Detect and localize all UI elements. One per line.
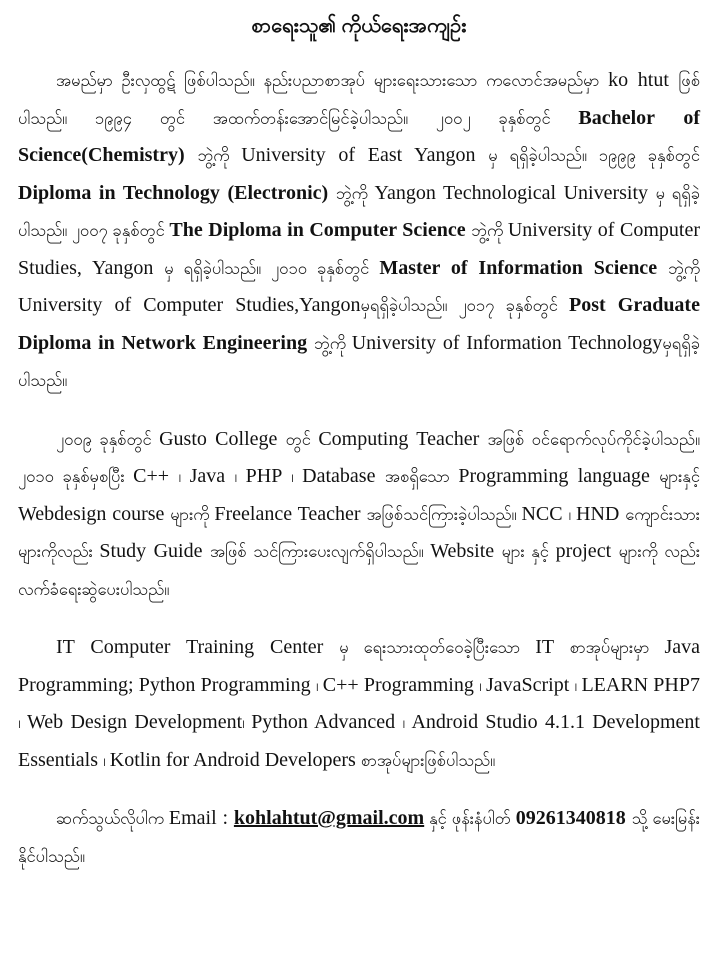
- burmese-text-run: တွင်: [285, 429, 319, 449]
- english-text-run: Email :: [168, 807, 234, 829]
- english-text-run: Java: [189, 465, 235, 487]
- english-text-run: JavaScript: [485, 673, 575, 696]
- burmese-text-run: ၊: [178, 467, 190, 486]
- english-text-run: C++ Programming: [322, 673, 480, 696]
- burmese-text-run: ၊: [18, 713, 28, 732]
- burmese-text-run: စာအုပ်များမှာ: [569, 638, 665, 657]
- burmese-text-run: များကို: [170, 504, 215, 524]
- paragraph-published-books: [18, 629, 700, 779]
- burmese-text-run: ဘွဲ့ကို: [313, 333, 352, 353]
- english-text-run: PHP: [245, 465, 292, 487]
- burmese-text-run: မှ ရေးသားထုတ်ဝေခဲ့ပြီးသော: [339, 638, 536, 657]
- phone-number: 09261340818: [515, 807, 632, 829]
- english-text-run: project: [555, 540, 619, 562]
- burmese-text-run: ၊: [234, 467, 246, 486]
- burmese-text-run: ၊: [479, 675, 486, 695]
- email-link[interactable]: kohlahtut@gmail.com: [233, 807, 425, 829]
- burmese-text-run: ဖြစ်ပါသည်။ ၁၉၉၄ တွင် အထက်တန်းအောင်မြင်ခဲ့ပါသည်။ ၂၀၀၂ ခုနှစ်တွင်: [18, 71, 700, 128]
- burmese-text-run: ၊: [103, 750, 110, 770]
- burmese-text-run: ၊: [574, 675, 582, 695]
- english-text-run: The Diploma in Computer Science: [169, 219, 472, 241]
- burmese-text-run: ၊: [402, 713, 412, 732]
- burmese-text-run: ဘွဲ့ကို: [335, 183, 375, 203]
- english-text-run: NCC: [521, 502, 569, 525]
- english-text-run: IT Computer Training Center: [56, 636, 340, 658]
- burmese-text-run: မှ ရရှိခဲ့ပါသည်။ ၁၉၉၉ ခုနှစ်တွင်: [488, 146, 700, 165]
- english-text-run: LEARN PHP7: [581, 673, 700, 696]
- burmese-text-run: ၊: [291, 467, 303, 486]
- english-text-run: C++: [133, 465, 179, 487]
- english-text-run: Programming language: [458, 465, 660, 487]
- english-text-run: Master of Information Science: [379, 256, 668, 279]
- english-text-run: Java Programming; Python Programming: [18, 636, 701, 696]
- paragraph-teaching-career: [18, 421, 700, 609]
- english-text-run: Gusto College: [159, 427, 286, 450]
- burmese-text-run: မှရရှိခဲ့ပါသည်။: [18, 333, 700, 390]
- burmese-text-run: ဆက်သွယ်လိုပါက: [56, 809, 169, 828]
- burmese-text-run: ၂၀၀၉ ခုနှစ်တွင်: [56, 429, 160, 449]
- english-text-run: Database: [302, 465, 385, 487]
- burmese-text-run: မှရရှိခဲ့ပါသည်။ ၂၀၁၇ ခုနှစ်တွင်: [360, 296, 570, 315]
- paragraph-contact: [18, 800, 700, 875]
- english-text-run: HND: [576, 502, 626, 525]
- english-text-run: Computing Teacher: [318, 427, 488, 450]
- english-text-run: Kotlin for Android Developers: [109, 748, 361, 771]
- english-text-run: Yangon Technological University: [374, 181, 656, 204]
- english-text-run: ko htut: [608, 69, 679, 91]
- burmese-text-run: ၊: [242, 713, 252, 732]
- burmese-text-run: ၊: [568, 504, 577, 524]
- burmese-text-run: ဘွဲ့ကို: [471, 221, 508, 240]
- burmese-text-run: အဖြစ် ဝင်ရောက်လုပ်ကိုင်ခဲ့ပါသည်။ ၂၀၁၀ ခုနှစ်မှစပြီး: [18, 429, 700, 486]
- page-title: စာရေးသူ၏ ကိုယ်ရေးအကျဉ်း: [251, 15, 467, 37]
- english-text-run: Bachelor of Science(Chemistry): [18, 106, 700, 166]
- burmese-text-run: နှင့် ဖုန်းနံပါတ်: [424, 809, 516, 828]
- english-text-run: Webdesign course: [18, 502, 171, 525]
- burmese-text-run: ၊: [315, 675, 323, 695]
- burmese-text-run: များ နှင့်: [501, 542, 556, 561]
- burmese-text-run: အစရှိသော: [384, 467, 459, 486]
- english-text-run: University of Computer Studies, Yangon: [18, 219, 700, 279]
- english-text-run: University of Computer Studies,Yangon: [18, 294, 361, 316]
- burmese-text-run: မှ ရရှိခဲ့ပါသည်။ ၂၀၀၇ ခုနှစ်တွင်: [18, 183, 701, 240]
- english-text-run: Study Guide: [99, 540, 210, 562]
- english-text-run: IT: [535, 636, 570, 658]
- english-text-run: Web Design Development: [27, 711, 243, 733]
- english-text-run: University of East Yangon: [241, 144, 489, 166]
- burmese-text-run: ကျောင်းသားများကိုလည်း: [18, 504, 700, 561]
- burmese-text-run: အဖြစ်သင်ကြားခဲ့ပါသည်။: [366, 504, 522, 524]
- english-text-run: Website: [430, 540, 502, 562]
- burmese-text-run: အဖြစ် သင်ကြားပေးလျက်ရှိပါသည်။: [209, 542, 431, 561]
- burmese-text-run: သို့ မေးမြန်းနိုင်ပါသည်။: [18, 809, 700, 866]
- burmese-text-run: များကို လည်းလက်ခံရေးဆွဲပေးပါသည်။: [18, 542, 701, 599]
- burmese-text-run: စာအုပ်များဖြစ်ပါသည်။: [360, 750, 496, 770]
- english-text-run: Diploma in Technology (Electronic): [18, 181, 336, 204]
- english-text-run: Python Advanced: [251, 711, 403, 733]
- burmese-text-run: ဘွဲ့ကို: [197, 146, 242, 165]
- english-text-run: Post Graduate Diploma in Network Engineering: [18, 294, 700, 354]
- paragraph-education: [18, 62, 700, 400]
- burmese-text-run: မှ ရရှိခဲ့ပါသည်။ ၂၀၁၀ ခုနှစ်တွင်: [164, 258, 380, 278]
- english-text-run: Android Studio 4.1.1 Development Essentials: [18, 711, 700, 771]
- english-text-run: Freelance Teacher: [214, 502, 367, 525]
- english-text-run: University of Information Technology: [351, 331, 663, 354]
- burmese-text-run: အမည်မှာ ဦးလှထွဋ် ဖြစ်ပါသည်။ နည်းပညာစာအုပ် များရေးသားသော ကလောင်အမည်မှာ: [56, 71, 609, 90]
- burmese-text-run: များနှင့်: [659, 467, 700, 486]
- burmese-text-run: ဘွဲ့ကို: [667, 258, 700, 278]
